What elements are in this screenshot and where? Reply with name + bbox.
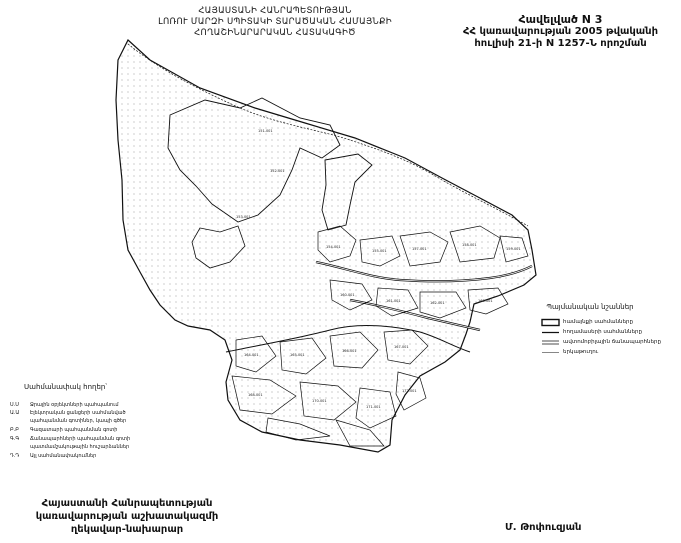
plot-label: 161-001 (386, 299, 401, 303)
legend-label: համայնքի սահմանները (563, 319, 634, 325)
plot-label: 168-001 (248, 393, 263, 397)
road-symbol-icon (541, 338, 560, 347)
note-item (10, 410, 190, 417)
boundary-symbol-icon (541, 318, 560, 327)
note-item (10, 453, 190, 460)
annex-line-3: հուլիսի 21-ի N 1257-Ն որոշման (474, 38, 647, 49)
plot-label: 163-001 (478, 299, 493, 303)
note-item (10, 402, 190, 409)
plot-label: 166-001 (342, 349, 357, 353)
note-text: Այլ սահմանափակումներ (30, 453, 97, 459)
plot-label: 152-001 (270, 169, 285, 173)
plot-label: 162-001 (430, 301, 445, 305)
plot-label: 167-001 (394, 345, 409, 349)
signature-line-1: Հայաստանի Հանրապետության (41, 498, 213, 509)
note-text: Գազատարի պահպանման գոտի (30, 427, 118, 433)
note-text: պատմամշակութային հուշարձաններ (30, 444, 130, 450)
notes-title: Սահմանափակ հողեր՝ (24, 383, 108, 391)
legend-title: Պայմանական նշաններ (546, 303, 634, 311)
note-text: Ջրային օբյեկտների պահպանում (30, 402, 119, 408)
plot-label: 151-001 (258, 129, 273, 133)
title-line-3: ՀՈՂԱՇԻՆԱՐԱՐԱԿԱՆ ՀԱՏԱԿԱԳԻԾ (194, 28, 356, 38)
note-text: Ճանապարհների պահպանման գոտի (30, 436, 131, 442)
railway-symbol-icon (541, 348, 560, 357)
note-code: Ա.Ա (10, 410, 20, 416)
title-line-2: ԼՈՌՈՒ ՄԱՐԶԻ ՍՊԻՏԱԿԻ ՏԱՐԱԾԱԿԱՆ ՀԱՄԱՅՆՔԻ (158, 17, 392, 27)
plot-label: 165-001 (290, 353, 305, 357)
signature-line-2: կառավարության աշխատակազմի (35, 511, 219, 522)
annex-line-2: ՀՀ կառավարության 2005 թվականի (462, 26, 659, 37)
annex-number: Հավելված N 3 (518, 13, 603, 26)
legend-label: ավտոմոբիլային ճանապարհները (563, 339, 661, 345)
plot-label: 153-001 (236, 215, 251, 219)
plot-label: 155-001 (372, 249, 387, 253)
plot-label: 159-001 (506, 247, 521, 251)
plot-label: 171-001 (366, 405, 381, 409)
note-code: Դ.Դ (10, 453, 20, 459)
legend-label: հողամասերի սահմանները (563, 329, 642, 335)
signature-block (22, 497, 232, 536)
parcel-line-symbol-icon (541, 328, 560, 337)
note-item (10, 436, 190, 443)
note-item (10, 444, 190, 451)
plot-label: 157-001 (412, 247, 427, 251)
signature-line-3: ղեկավար-նախարար (70, 524, 184, 535)
note-item (10, 418, 190, 425)
note-code: Ս.Ս (10, 402, 19, 408)
signatory-name: Մ. Թոփուզյան (505, 522, 582, 533)
legend-label: երկաթուղու (563, 349, 599, 355)
plot-label: 170-001 (312, 399, 327, 403)
legend-item (541, 348, 681, 357)
plot-label: 160-001 (340, 293, 355, 297)
note-code: Գ.Գ (10, 436, 20, 442)
note-text: պահպանման գոտիներ, կապի գծեր (30, 418, 127, 424)
plot-label: 154-001 (326, 245, 341, 249)
legend-item (541, 328, 681, 337)
legend-item (541, 318, 681, 327)
plot-label: 164-001 (244, 353, 259, 357)
title-line-1: ՀԱՅԱՍՏԱՆԻ ՀԱՆՐԱՊԵՏՈՒԹՅԱՆ (198, 6, 352, 16)
note-text: Էլեկտրական ցանցերի սահմանված (30, 410, 126, 416)
note-item (10, 427, 190, 434)
plot-label: 158-001 (462, 243, 477, 247)
plot-label: 172-001 (402, 389, 417, 393)
legend-item (541, 338, 681, 347)
note-code: Բ.Բ (10, 427, 19, 433)
